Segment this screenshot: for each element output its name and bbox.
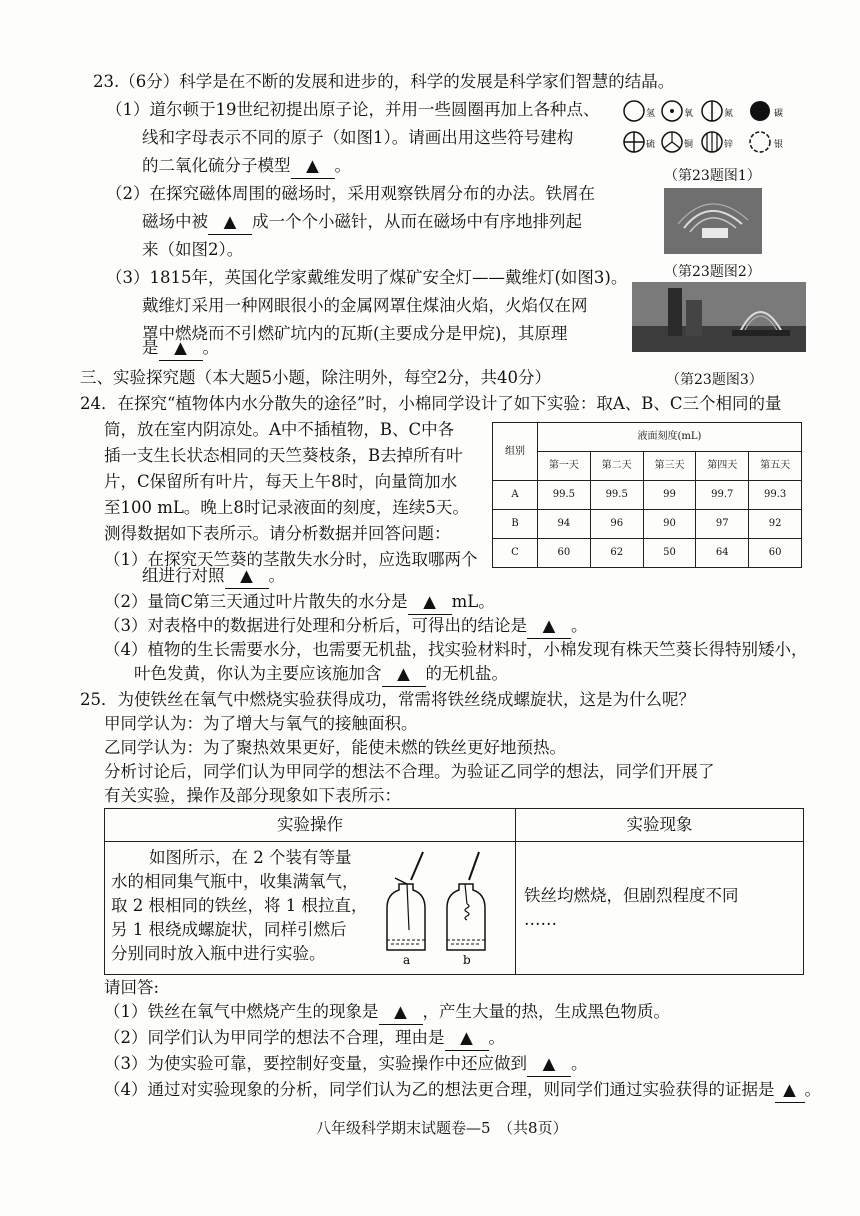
q23-part3-line1: （3）1815年，英国化学家戴维发明了煤矿安全灯——戴维灯(如图3)。	[106, 268, 628, 287]
q23-part1-line2: 线和字母表示不同的原子（如图1）。请画出用这些符号建构	[142, 128, 574, 147]
q23-part3-line4: 是 ▲ 。	[142, 334, 219, 362]
q25-line5: 有关实验，操作及部分现象如下表所示：	[104, 786, 401, 805]
q23-part1-line3: 的二氧化硫分子模型 ▲ 。	[142, 152, 351, 180]
q24-sub2: （2）量筒C第三天通过叶片散失的水分是 ▲ mL。	[104, 588, 495, 616]
day-header: 第四天	[696, 452, 749, 481]
value-cell: 99	[643, 481, 696, 510]
svg-text:锌: 锌	[724, 140, 734, 150]
sulfur-symbol	[624, 132, 655, 152]
answer-blank: ▲	[527, 614, 571, 639]
phenomenon-cell	[516, 842, 804, 975]
value-cell: 60	[538, 539, 591, 568]
value-cell: 64	[696, 539, 749, 568]
svg-text:氧: 氧	[684, 109, 694, 119]
phenomenon-line: 铁丝均燃烧，但剧烈程度不同	[524, 886, 739, 905]
value-cell: 96	[590, 510, 643, 539]
experiment-row	[105, 842, 804, 975]
value-cell: 94	[538, 510, 591, 539]
operation-line: 分别同时放入瓶中进行实验。	[111, 944, 326, 963]
experiment-table	[104, 808, 804, 975]
table-header-row	[493, 423, 802, 452]
bottle-label-b: b	[463, 953, 471, 966]
table-days-row	[493, 452, 802, 481]
q25-line1: 25．为使铁丝在氧气中燃烧实验获得成功，常需将铁丝绕成螺旋状，这是为什么呢？	[80, 690, 695, 709]
q25-sub4: （4）通过对实验现象的分析，同学们认为乙的想法更合理，则同学们通过实验获得的证据是 ▲ 。	[104, 1076, 821, 1104]
svg-text:铜: 铜	[684, 140, 694, 150]
figure1-caption: （第23题图1）	[664, 168, 761, 184]
q23-part3-line3: 罩中燃烧而不引燃矿坑内的瓦斯(主要成分是甲烷)，其原理	[142, 324, 568, 343]
value-cell: 60	[749, 539, 802, 568]
value-cell: 50	[643, 539, 696, 568]
zinc-symbol	[702, 132, 733, 152]
q24-line4: 片，C保留所有叶片，每天上午8时，向量筒加水	[104, 472, 458, 491]
day-header: 第二天	[590, 452, 643, 481]
q25-line2: 甲同学认为：为了增大与氧气的接触面积。	[104, 714, 418, 733]
operation-line: 水的相同集气瓶中，收集满氧气，	[111, 872, 359, 891]
q24-line1: 24．在探究“植物体内水分散失的途径”时，小棉同学设计了如下实验：取A、B、C三个相同的量	[80, 394, 782, 413]
value-cell: 90	[643, 510, 696, 539]
answer-blank: ▲	[159, 336, 203, 361]
q23-part2-line1: （2）在探究磁体周围的磁场时，采用观察铁屑分布的办法。铁屑在	[106, 184, 595, 203]
gas-bottle-a	[387, 852, 425, 966]
q23-part2-line3: 来（如图2）。	[142, 240, 244, 259]
q23-heading: 23.（6分）科学是在不断的发展和进步的，科学的发展是科学家们智慧的结晶。	[93, 72, 675, 91]
phenomenon-header: 实验现象	[516, 809, 804, 842]
value-header: 液面刻度(mL)	[538, 423, 802, 452]
page-footer: 八年级科学期末试题卷—5 （共8页）	[316, 1119, 568, 1137]
q24-sub4-line2: 叶色发黄，你认为主要应该施加含 ▲ 的无机盐。	[134, 660, 508, 688]
nitrogen-symbol	[702, 101, 733, 121]
q25-line4: 分析讨论后，同学们认为甲同学的想法不合理。为验证乙同学的想法，同学们开展了	[104, 762, 715, 781]
answer-blank: ▲	[445, 1026, 489, 1051]
copper-symbol	[662, 132, 693, 152]
phenomenon-ellipsis: ……	[524, 910, 557, 929]
table-row	[493, 481, 802, 510]
answer-blank: ▲	[382, 662, 426, 687]
q24-line2: 筒，放在室内阴凉处。A中不插植物，B、C中各	[104, 420, 455, 439]
oxygen-symbol	[662, 101, 693, 121]
water-level-table	[492, 422, 802, 568]
figure2-caption: （第23题图2）	[664, 264, 761, 280]
silver-symbol	[750, 132, 783, 152]
value-cell: 99.3	[749, 481, 802, 510]
answer-blank: ▲	[408, 590, 452, 615]
magnetic-field-pattern	[664, 188, 762, 254]
day-header: 第五天	[749, 452, 802, 481]
value-cell: 92	[749, 510, 802, 539]
answer-blank: ▲	[291, 154, 335, 179]
group-header: 组别	[493, 423, 538, 481]
operation-line: 另 1 根绕成螺旋状，同样引燃后	[111, 920, 347, 939]
value-cell: 99.5	[538, 481, 591, 510]
q24-sub3: （3）对表格中的数据进行处理和分析后，可得出的结论是 ▲ 。	[104, 612, 588, 640]
davy-lamp-illustration	[632, 282, 806, 352]
table-row	[493, 539, 802, 568]
value-cell: 97	[696, 510, 749, 539]
carbon-symbol	[750, 101, 783, 121]
q24-sub4-line1: （4）植物的生长需要水分，也需要无机盐，找实验材料时，小棉发现有株天竺葵长得特别矮小，	[104, 640, 808, 659]
bottle-label-a: a	[403, 953, 411, 966]
value-cell: 99.7	[696, 481, 749, 510]
hydrogen-symbol	[624, 101, 655, 121]
group-cell: A	[493, 481, 538, 510]
davy-lamp-photo	[632, 282, 806, 352]
group-cell: C	[493, 539, 538, 568]
answer-blank: ▲	[208, 210, 252, 235]
q25-sub2: （2）同学们认为甲同学的想法不合理，理由是 ▲ 。	[104, 1024, 505, 1052]
day-header: 第三天	[643, 452, 696, 481]
svg-text:碳: 碳	[774, 109, 784, 119]
operation-header: 实验操作	[105, 809, 516, 842]
iron-filings-photo	[664, 188, 762, 254]
answer-blank: ▲	[225, 564, 269, 589]
gas-bottles-figure	[365, 850, 509, 966]
answer-blank: ▲	[379, 1000, 423, 1025]
q25-line3: 乙同学认为：为了聚热效果更好，能使未燃的铁丝更好地预热。	[104, 738, 566, 757]
q25-sub1: （1）铁丝在氧气中燃烧产生的现象是 ▲ ，产生大量的热，生成黑色物质。	[104, 998, 670, 1026]
svg-text:银: 银	[774, 140, 784, 150]
operation-cell	[105, 842, 516, 975]
day-header: 第一天	[538, 452, 591, 481]
answer-blank: ▲	[527, 1052, 571, 1077]
gas-bottle-b	[447, 852, 485, 966]
section-three-heading: 三、实验探究题（本大题5小题，除注明外，每空2分，共40分）	[80, 368, 551, 387]
value-cell: 62	[590, 539, 643, 568]
q24-line3: 插一支生长状态相同的天竺葵枝条，B去掉所有叶	[104, 446, 463, 465]
q23-part3-line2: 戴维灯采用一种网眼很小的金属网罩住煤油火焰，火焰仅在网	[142, 296, 588, 315]
q25-sub3: （3）为使实验可靠，要控制好变量，实验操作中还应做到 ▲ 。	[104, 1050, 588, 1078]
q25-ask: 请回答:	[104, 978, 160, 997]
q24-line5: 至100 mL。晚上8时记录液面的刻度，连续5天。	[104, 498, 469, 517]
group-cell: B	[493, 510, 538, 539]
svg-text:硫: 硫	[646, 140, 656, 150]
svg-text:氢: 氢	[646, 109, 656, 119]
q23-part1-line1: （1）道尔顿于19世纪初提出原子论，并用一些圆圈再加上各种点、	[106, 100, 600, 119]
q23-part2-line2: 磁场中被 ▲ 成一个个小磁针，从而在磁场中有序地排列起	[142, 208, 582, 236]
operation-line: 如图所示，在 2 个装有等量	[149, 848, 352, 867]
svg-text:氮: 氮	[724, 109, 734, 119]
table-row	[493, 510, 802, 539]
value-cell: 99.5	[590, 481, 643, 510]
q24-line6: 测得数据如下表所示。请分析数据并回答问题：	[104, 524, 451, 543]
operation-line: 取 2 根相同的铁丝，将 1 根拉直，	[111, 896, 368, 915]
answer-blank: ▲	[775, 1078, 805, 1103]
experiment-header-row	[105, 809, 804, 842]
q24-sub1-line1: （1）在探究天竺葵的茎散失水分时，应选取哪两个	[104, 550, 478, 569]
figure3-caption: （第23题图3）	[666, 372, 763, 388]
q24-sub1-line2: 组进行对照 ▲ 。	[142, 562, 285, 590]
dalton-symbols-figure	[622, 98, 808, 160]
